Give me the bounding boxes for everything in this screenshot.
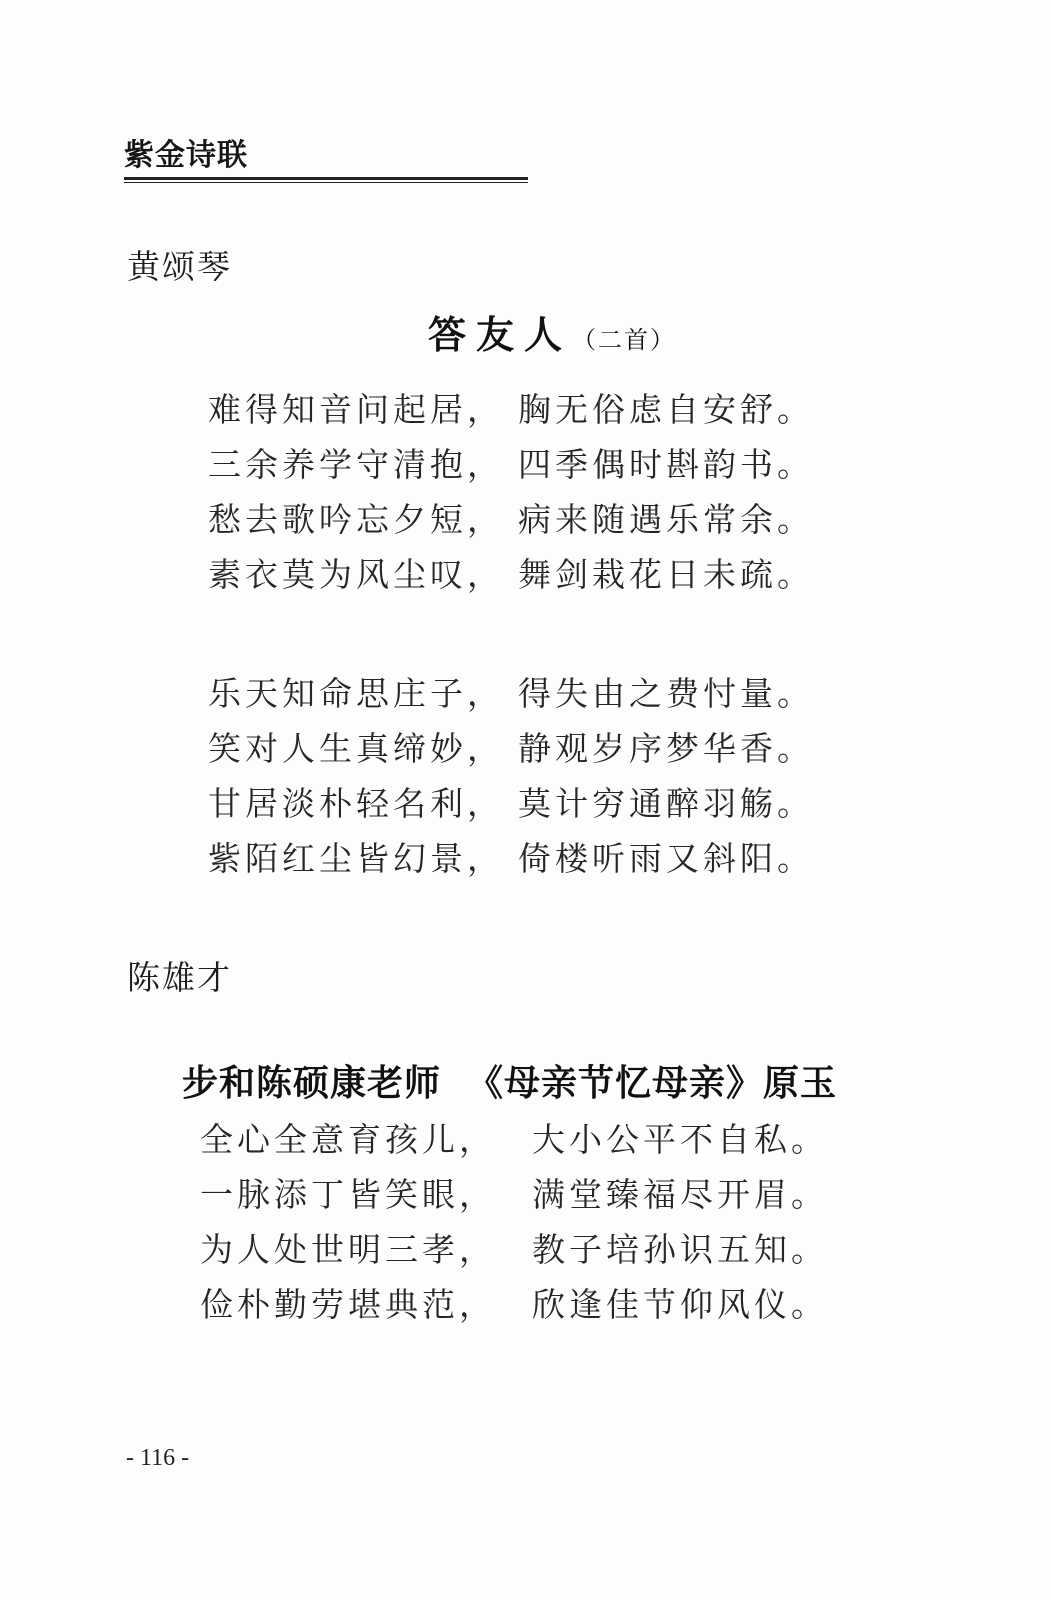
verse-half: 素衣莫为风尘叹， (208, 555, 504, 594)
verse-half: 倚楼听雨又斜阳。 (518, 839, 814, 878)
page-number: - 116 - (126, 1445, 190, 1471)
verse-half: 大小公平不自私。 (532, 1120, 828, 1159)
verse-line (208, 492, 814, 547)
running-header-title: 紫金诗联 (124, 138, 248, 173)
verse-line (208, 666, 814, 721)
verse-line (200, 1277, 828, 1332)
author-2: 陈雄才 (127, 958, 232, 997)
verse-half: 全心全意育孩儿， (200, 1120, 496, 1159)
verse-line (208, 437, 814, 492)
poem-title-2-part-1: 步和陈硕康老师 (182, 1062, 442, 1104)
verse-half: 满堂臻福尽开眉。 (532, 1175, 828, 1214)
verse-half: 难得知音问起居， (208, 390, 504, 429)
header-rule-thin (124, 182, 528, 183)
verse-half: 一脉添丁皆笑眼， (200, 1175, 496, 1214)
poem-1-stanza-2 (208, 666, 814, 886)
verse-half: 愁去歌吟忘夕短， (208, 500, 504, 539)
poem-title-2 (182, 1060, 837, 1106)
poem-title-1-main: 答友人 (428, 312, 573, 357)
verse-half: 静观岁序梦华香。 (518, 729, 814, 768)
verse-half: 舞剑栽花日未疏。 (518, 555, 814, 594)
poem-1-stanza-1 (208, 382, 814, 602)
verse-half: 病来随遇乐常余。 (518, 500, 814, 539)
verse-half: 欣逢佳节仰风仪。 (532, 1285, 828, 1324)
verse-half: 得失由之费忖量。 (518, 674, 814, 713)
verse-line (208, 382, 814, 437)
verse-half: 甘居淡朴轻名利， (208, 784, 504, 823)
poem-2-stanza-1 (200, 1112, 828, 1332)
verse-half: 三余养学守清抱， (208, 445, 504, 484)
verse-half: 教子培孙识五知。 (532, 1230, 828, 1269)
verse-half: 四季偶时斟韵书。 (518, 445, 814, 484)
verse-line (208, 547, 814, 602)
verse-line (208, 721, 814, 776)
verse-line (200, 1167, 828, 1222)
verse-half: 俭朴勤劳堪典范， (200, 1285, 496, 1324)
author-1: 黄颂琴 (127, 247, 232, 286)
poem-title-1-subtitle: （二首） (572, 326, 677, 354)
header-rule-thick (124, 177, 528, 180)
verse-line (200, 1112, 828, 1167)
poem-title-2-part-2: 《母亲节忆母亲》原玉 (467, 1062, 838, 1104)
verse-half: 笑对人生真缔妙， (208, 729, 504, 768)
verse-line (208, 776, 814, 831)
verse-line (208, 831, 814, 886)
verse-half: 乐天知命思庄子， (208, 674, 504, 713)
poem-title-1 (428, 312, 676, 363)
verse-half: 为人处世明三孝， (200, 1230, 496, 1269)
verse-half: 胸无俗虑自安舒。 (518, 390, 814, 429)
verse-line (200, 1222, 828, 1277)
running-header (124, 136, 528, 183)
verse-half: 莫计穷通醉羽觞。 (518, 784, 814, 823)
verse-half: 紫陌红尘皆幻景， (208, 839, 504, 878)
